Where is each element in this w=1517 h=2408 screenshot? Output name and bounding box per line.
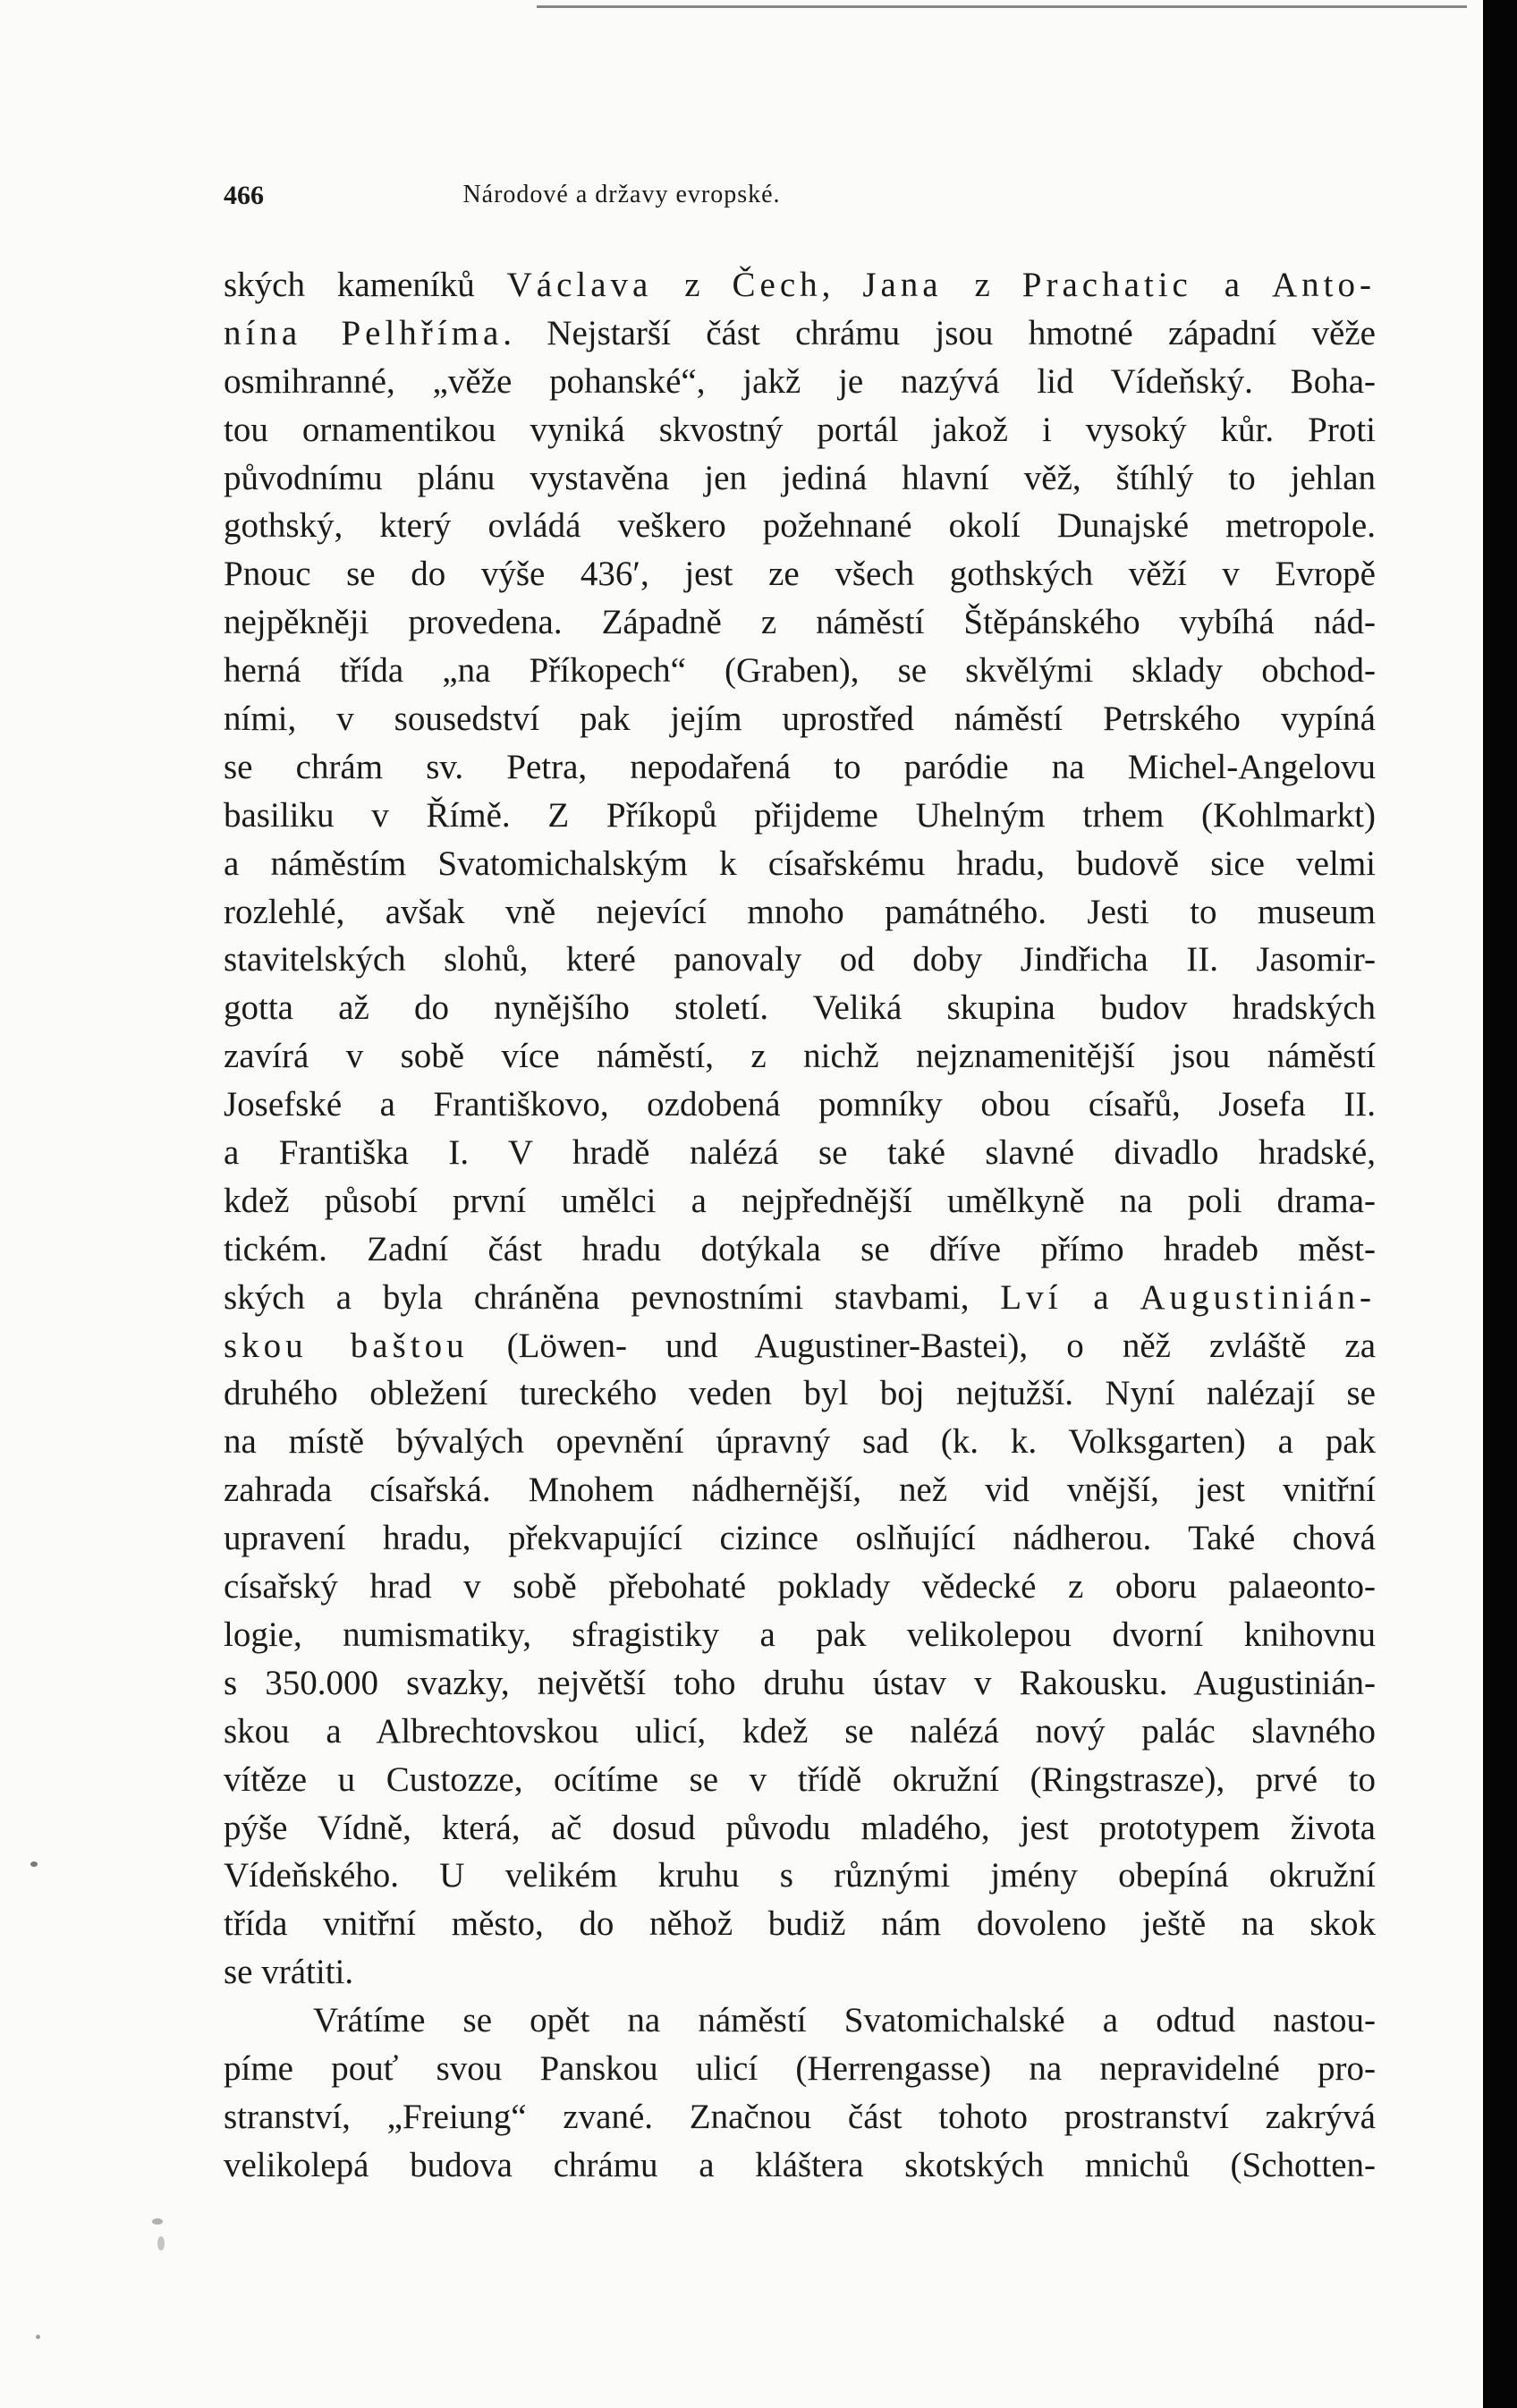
- text-line: císařský hrad v sobě přebohaté poklady vědecké z oboru palaeonto-: [224, 1567, 1376, 1607]
- spaced-name: Václava: [506, 266, 653, 304]
- text-line: Vrátíme se opět na náměstí Svatomichalské a odtud nastou-: [313, 2001, 1376, 2040]
- text-line: gothský, který ovládá veškero požehnané okolí Dunajské metropole.: [224, 506, 1376, 546]
- text-line: druhého obležení tureckého veden byl boj nejtužší. Nyní nalézají se: [224, 1374, 1376, 1413]
- text-line: stranství, „Freiung“ zvané. Značnou část tohoto prostranství zakrývá: [224, 2097, 1376, 2136]
- text-line: nejpěkněji provedena. Západně z náměstí Štěpánského vybíhá nád-: [224, 603, 1376, 642]
- page-top-edge-rule: [537, 5, 1467, 8]
- spaced-name: Prachatic: [1021, 266, 1192, 304]
- text-line: zahrada císařská. Mnohem nádhernější, než vid vnější, jest vnitřní: [224, 1471, 1376, 1510]
- scan-speck: [157, 2236, 165, 2251]
- text-line: a náměstím Svatomichalským k císařskému hradu, budově sice velmi: [224, 844, 1376, 883]
- text-line: herná třída „na Příkopech“ (Graben), se skvělými sklady obchod-: [224, 651, 1376, 691]
- text-span: a: [1062, 1277, 1140, 1317]
- text-span: a: [1191, 266, 1272, 304]
- text-line: se chrám sv. Petra, nepodařená to paródie na Michel-Angelovu: [224, 747, 1376, 786]
- text-line: [224, 309, 1376, 358]
- spaced-name: Lví: [1000, 1277, 1063, 1317]
- spaced-name: Čech: [732, 266, 822, 304]
- text-line: původnímu plánu vystavěna jen jediná hlavní věž, štíhlý to jehlan: [224, 458, 1376, 497]
- scan-speck: [152, 2218, 163, 2225]
- text-line: zavírá v sobě více náměstí, z nichž nejznamenitější jsou náměstí: [224, 1037, 1376, 1076]
- spaced-name: Anto-: [1272, 266, 1376, 304]
- spaced-name: skou baštou: [224, 1326, 469, 1365]
- text-line: se vrátiti.: [224, 1953, 354, 1992]
- text-span: z: [652, 266, 733, 304]
- paragraph-1: [224, 261, 1376, 1997]
- text-span: ských a byla chráněna pevnostními stavbami,: [224, 1277, 1001, 1317]
- text-line: [224, 261, 1376, 309]
- scan-speck: [30, 1861, 38, 1867]
- text-line: basiliku v Římě. Z Příkopů přijdeme Uhelným trhem (Kohlmarkt): [224, 795, 1376, 835]
- page-header: [224, 181, 1020, 216]
- text-line: tickém. Zadní část hradu dotýkala se dříve přímo hradeb měst-: [224, 1229, 1376, 1268]
- text-line: ními, v sousedství pak jejím uprostřed náměstí Petrského vypíná: [224, 700, 1376, 739]
- text-line: píme pouť svou Panskou ulicí (Herrengasse) na nepravidelné pro-: [224, 2048, 1376, 2088]
- text-line: upravení hradu, překvapující cizince oslňující nádherou. Také chová: [224, 1519, 1376, 1558]
- page-number: 466: [224, 181, 264, 210]
- text-line: kdež působí první umělci a nejpřednější umělkyně na poli drama-: [224, 1181, 1376, 1220]
- text-line: logie, numismatiky, sfragistiky a pak velikolepou dvorní knihovnu: [224, 1615, 1376, 1654]
- text-line: velikolepá budova chrámu a kláštera skotských mnichů (Schotten-: [224, 2145, 1376, 2184]
- text-line: Vídeňského. U velikém kruhu s různými jmény obepíná okružní: [224, 1856, 1376, 1895]
- text-span: ,: [821, 266, 863, 304]
- text-line: třída vnitřní město, do něhož budiž nám dovoleno ještě na skok: [224, 1904, 1376, 1944]
- text-line: osmihranné, „věže pohanské“, jakž je nazývá lid Vídeňský. Boha-: [224, 361, 1376, 401]
- text-span: ských kameníků: [224, 266, 507, 304]
- spaced-name: nína Pelhříma: [224, 313, 504, 352]
- text-line: Josefské a Františkovo, ozdobená pomníky obou císařů, Josefa II.: [224, 1085, 1376, 1124]
- text-span: . Nejstarší část chrámu jsou hmotné západní věže: [503, 313, 1376, 352]
- text-line: rozlehlé, avšak vně nejevící mnoho památného. Jesti to museum: [224, 892, 1376, 931]
- text-line: Pnouc se do výše 436′, jest ze všech gothských věží v Evropě: [224, 555, 1376, 594]
- text-line: [224, 1322, 1376, 1370]
- text-span: (Löwen- und Augustiner-Bastei), o něž zvláště za: [468, 1326, 1376, 1365]
- scan-speck: [36, 2335, 40, 2339]
- text-line: gotta až do nynějšího století. Veliká skupina budov hradských: [224, 988, 1376, 1028]
- text-line: a Františka I. V hradě nalézá se také slavné divadlo hradské,: [224, 1133, 1376, 1173]
- paragraph-2: [224, 1997, 1376, 2190]
- running-title: Národové a državy evropské.: [462, 181, 781, 208]
- text-line: [224, 1274, 1376, 1322]
- text-line: s 350.000 svazky, největší toho druhu ústav v Rakousku. Augustinián-: [224, 1663, 1376, 1702]
- text-line: stavitelských slohů, které panovaly od doby Jindřicha II. Jasomir-: [224, 940, 1376, 979]
- body-text: [224, 261, 1376, 2190]
- spaced-name: Augustinián-: [1140, 1277, 1376, 1317]
- text-line: na místě bývalých opevnění úpravný sad (k. k. Volksgarten) a pak: [224, 1422, 1376, 1462]
- spaced-name: Jana: [862, 266, 943, 304]
- scan-border: [1483, 0, 1517, 2408]
- text-line: pýše Vídně, která, ač dosud původu mladého, jest prototypem života: [224, 1808, 1376, 1847]
- text-line: tou ornamentikou vyniká skvostný portál jakož i vysoký kůr. Proti: [224, 410, 1376, 449]
- text-line: vítěze u Custozze, ocítíme se v třídě okružní (Ringstrasze), prvé to: [224, 1759, 1376, 1799]
- text-line: skou a Albrechtovskou ulicí, kdež se nalézá nový palác slavného: [224, 1711, 1376, 1751]
- text-span: z: [942, 266, 1022, 304]
